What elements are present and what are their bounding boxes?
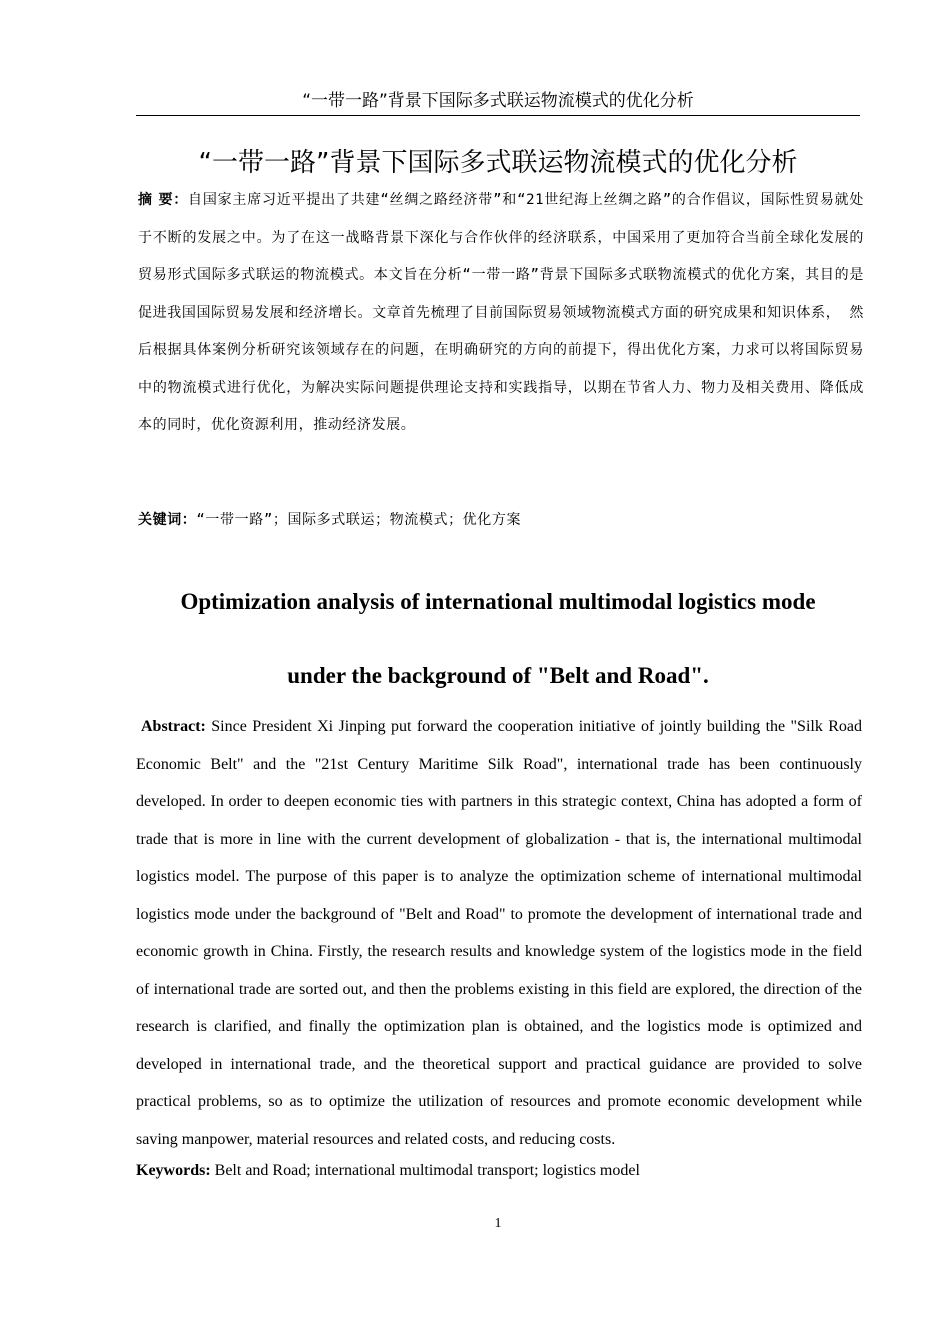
page-number: 1 [494,1216,502,1231]
english-abstract-text: Since President Xi Jinping put forward the cooperation initiative of jointly building the "Silk Road Economic Belt" and the "21st Century Maritime Silk Road", international trade has been continuously developed. In order to deepen economic ties with partners in this strategic context, China has adopted a form of trade that is more in line with the current development of globalization - that is, the international multimodal logistics model. The purpose of this paper is to analyze the optimization scheme of international multimodal logistics mode under the background of "Belt and Road" to promote the development of international trade and economic growth in China. Firstly, the research results and knowledge system of the logistics mode in the field of international trade are sorted out, and then the problems existing in this field are explored, the direction of the research is clarified, and finally the optimization plan is obtained, and the logistics mode is optimized and developed in international trade, and the theoretical support and practical guidance are provided to solve practical problems, so as to optimize the utilization of resources and promote economic development while saving manpower, material resources and related costs, and reducing costs. [136,718,862,1148]
english-keywords [136,1158,862,1184]
english-title-line-2: under the background of "Belt and Road". [287,663,709,688]
chinese-keywords [138,507,864,533]
chinese-abstract-label: 摘 要： [138,192,189,208]
english-title [136,584,860,694]
chinese-abstract-text: 自国家主席习近平提出了共建“丝绸之路经济带”和“21世纪海上丝绸之路”的合作倡议，国际性贸易就处于不断的发展之中。为了在这一战略背景下深化与合作伙伴的经济联系，中国采用了更加符合当前全球化发展的贸易形式国际多式联运的物流模式。本文旨在分析“一带一路”背景下国际多式联物流模式的优化方案，其目的是促进我国国际贸易发展和经济增长。文章首先梳理了目前国际贸易领域物流模式方面的研究成果和知识体系， 然后根据具体案例分析研究该领域存在的问题，在明确研究的方向的前提下，得出优化方案，力求可以将国际贸易中的物流模式进行优化，为解决实际问题提供理论支持和实践指导，以期在节省人力、物力及相关费用、降低成本的同时，优化资源利用，推动经济发展。 [138,192,864,433]
english-abstract-label: Abstract: [141,718,206,735]
chinese-keywords-label: 关键词： [138,512,197,528]
english-title-line-1: Optimization analysis of international multimodal logistics mode [180,589,816,614]
chinese-abstract [138,182,864,445]
chinese-title: “一带一路”背景下国际多式联运物流模式的优化分析 [198,148,798,178]
english-keywords-label: Keywords: [136,1162,211,1179]
running-header: “一带一路”背景下国际多式联运物流模式的优化分析 [136,90,860,116]
chinese-keywords-text: “一带一路”；国际多式联运；物流模式；优化方案 [196,512,522,528]
english-abstract [136,708,862,1158]
english-keywords-text: Belt and Road; international multimodal transport; logistics model [210,1162,640,1179]
